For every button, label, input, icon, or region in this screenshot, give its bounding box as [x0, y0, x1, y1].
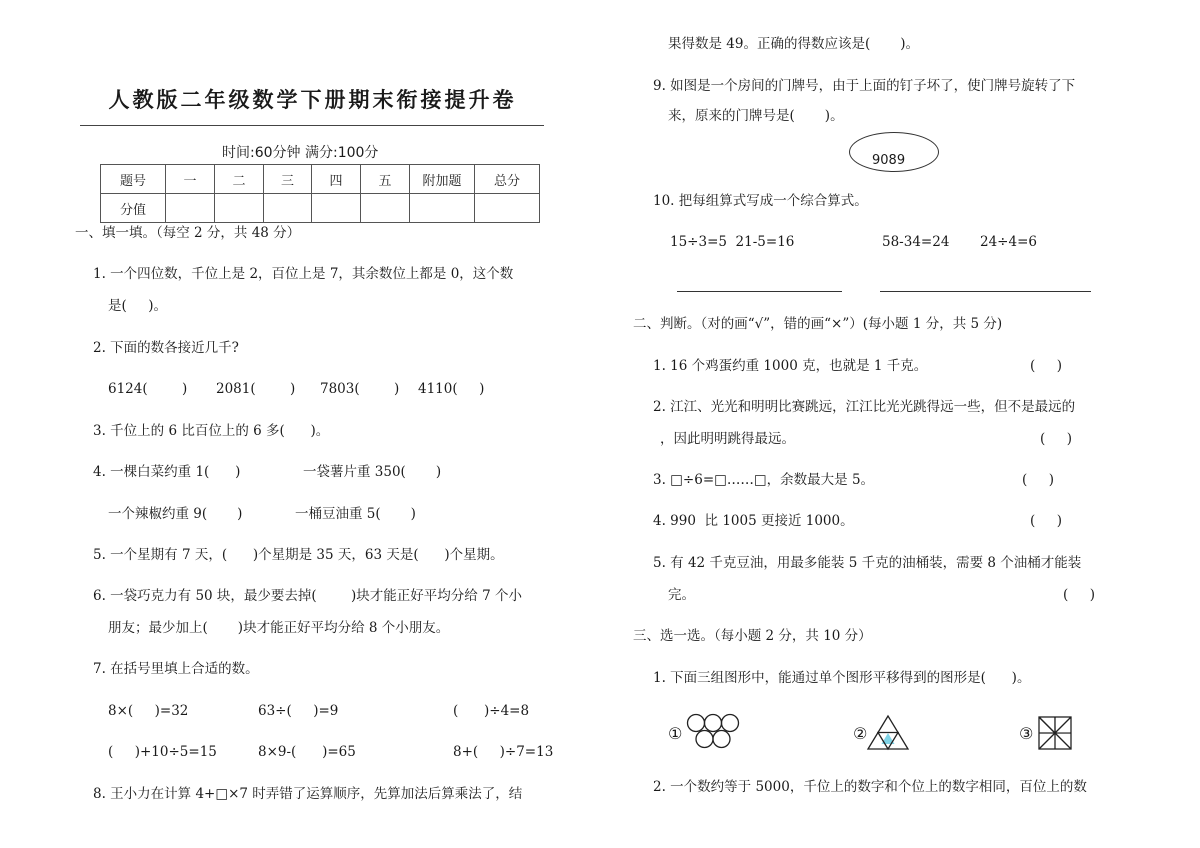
title-divider — [80, 125, 544, 126]
score-table-value-row — [101, 194, 540, 223]
table-cell: 三 — [264, 165, 312, 194]
table-cell: 附加题 — [410, 165, 475, 194]
question-6-line-2: 朋友；最少加上( )块才能正好平均分给 8 个小朋友。 — [108, 620, 450, 636]
question-10-item-c: 24÷4=6 — [980, 234, 1037, 250]
judge-question-2-line-2: ，因此明明跳得最远。 — [660, 431, 795, 447]
answer-line-b[interactable] — [880, 291, 1091, 292]
table-cell: 五 — [361, 165, 410, 194]
option-2-figure — [867, 715, 909, 751]
question-7-item-c: ( )÷4=8 — [453, 703, 530, 719]
judge-question-2-line-1: 2. 江江、光光和明明比赛跳远，江江比光光跳得远一些，但不是最远的 — [653, 399, 1076, 415]
score-table-header-row — [101, 165, 540, 194]
question-2: 2. 下面的数各接近几千? — [93, 340, 239, 356]
table-cell: 总分 — [475, 165, 540, 194]
table-cell: 分值 — [101, 194, 166, 223]
table-cell[interactable] — [312, 194, 361, 223]
table-cell[interactable] — [264, 194, 312, 223]
table-cell[interactable] — [475, 194, 540, 223]
question-7-item-f: 8+( )÷7=13 — [453, 744, 554, 760]
section3-heading: 三、选一选。（每小题 2 分，共 10 分） — [633, 628, 872, 644]
judge-question-3: 3. □÷6=□……□，余数最大是 5。 — [653, 472, 875, 488]
judge-answer-5[interactable]: ( ) — [1063, 587, 1095, 603]
option-1-label: ① — [668, 724, 683, 743]
question-1-line-1: 1. 一个四位数，千位上是 2，百位上是 7，其余数位上都是 0，这个数 — [93, 266, 514, 282]
question-6-line-1: 6. 一袋巧克力有 50 块，最少要去掉( )块才能正好平均分给 7 个小 — [93, 588, 522, 604]
table-cell: 二 — [215, 165, 264, 194]
table-cell[interactable] — [410, 194, 475, 223]
section2-heading: 二、判断。（对的画“√”，错的画“×”）(每小题 1 分，共 5 分) — [633, 316, 1003, 332]
question-9-line-2: 来，原来的门牌号是( )。 — [668, 108, 844, 124]
table-cell[interactable] — [215, 194, 264, 223]
judge-answer-2[interactable]: ( ) — [1040, 431, 1072, 447]
option-3-figure — [1038, 716, 1072, 750]
judge-question-1: 1. 16 个鸡蛋约重 1000 克，也就是 1 千克。 — [653, 358, 928, 374]
question-7-item-a: 8×( )=32 — [108, 703, 189, 719]
table-cell: 一 — [166, 165, 215, 194]
question-2-item-d: 4110( ) — [418, 381, 485, 397]
door-plate-number: 9089 — [872, 153, 906, 168]
question-4-item-c: 一个辣椒约重 9( ) — [108, 506, 243, 522]
question-8-line-1: 8. 王小力在计算 4+□×7 时弄错了运算顺序，先算加法后算乘法了，结 — [93, 786, 523, 802]
table-cell: 题号 — [101, 165, 166, 194]
option-2-label: ② — [853, 724, 868, 743]
judge-answer-1[interactable]: ( ) — [1030, 358, 1062, 374]
judge-question-5-line-1: 5. 有 42 千克豆油，用最多能装 5 千克的油桶装，需要 8 个油桶才能装 — [653, 555, 1082, 571]
choice-question-1: 1. 下面三组图形中，能通过单个图形平移得到的图形是( )。 — [653, 670, 1031, 686]
question-1-line-2: 是( )。 — [108, 298, 167, 314]
option-3-label: ③ — [1019, 724, 1034, 743]
choice-question-2: 2. 一个数约等于 5000，千位上的数字和个位上的数字相同，百位上的数 — [653, 779, 1087, 795]
question-2-item-c: 7803( ) — [320, 381, 400, 397]
exam-time-info: 时间:60分钟 满分:100分 — [222, 145, 379, 161]
question-2-item-b: 2081( ) — [216, 381, 296, 397]
table-cell[interactable] — [166, 194, 215, 223]
question-2-item-a: 6124( ) — [108, 381, 188, 397]
judge-answer-3[interactable]: ( ) — [1022, 472, 1054, 488]
question-4-item-d: 一桶豆油重 5( ) — [295, 506, 416, 522]
option-1-figure — [686, 714, 742, 750]
score-table — [100, 164, 540, 223]
answer-line-a[interactable] — [677, 291, 842, 292]
question-7: 7. 在括号里填上合适的数。 — [93, 661, 259, 677]
question-7-item-b: 63÷( )=9 — [258, 703, 339, 719]
page-title: 人教版二年级数学下册期末衔接提升卷 — [108, 88, 517, 112]
judge-question-4: 4. 990 比 1005 更接近 1000。 — [653, 513, 854, 529]
section1-heading: 一、填一填。（每空 2 分，共 48 分） — [75, 225, 301, 241]
judge-answer-4[interactable]: ( ) — [1030, 513, 1062, 529]
question-8-line-2: 果得数是 49。正确的得数应该是( )。 — [668, 36, 920, 52]
question-4-item-b: 一袋薯片重 350( ) — [303, 464, 442, 480]
question-10-item-b: 58-34=24 — [882, 234, 950, 250]
table-cell[interactable] — [361, 194, 410, 223]
question-5: 5. 一个星期有 7 天，( )个星期是 35 天，63 天是( )个星期。 — [93, 547, 504, 563]
question-10: 10. 把每组算式写成一个综合算式。 — [653, 193, 868, 209]
question-9-line-1: 9. 如图是一个房间的门牌号，由于上面的钉子坏了，使门牌号旋转了下 — [653, 78, 1076, 94]
question-4-item-a: 4. 一棵白菜约重 1( ) — [93, 464, 241, 480]
question-7-item-d: ( )+10÷5=15 — [108, 744, 217, 760]
judge-question-5-line-2: 完。 — [668, 587, 695, 603]
question-7-item-e: 8×9-( )=65 — [258, 744, 356, 760]
table-cell: 四 — [312, 165, 361, 194]
question-10-item-a: 15÷3=5 21-5=16 — [670, 234, 795, 250]
question-3: 3. 千位上的 6 比百位上的 6 多( )。 — [93, 423, 330, 439]
